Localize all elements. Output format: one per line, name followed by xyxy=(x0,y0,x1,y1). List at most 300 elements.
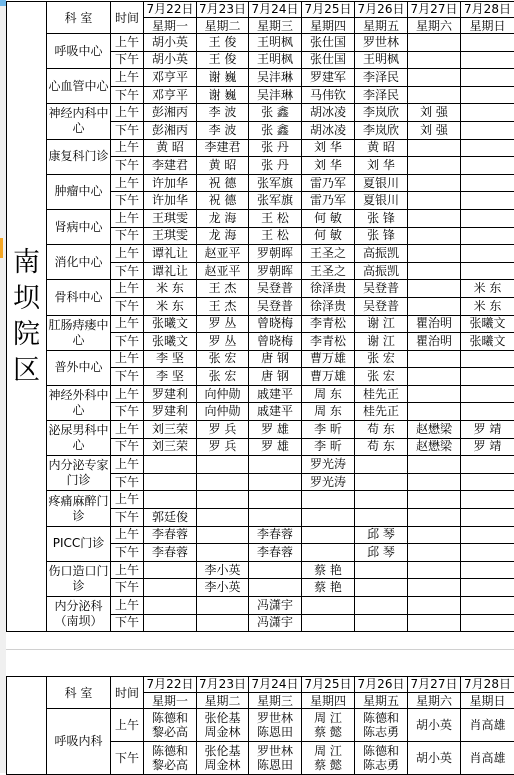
department-name: 神经内科中心 xyxy=(47,104,111,139)
department-name: 骨科中心 xyxy=(47,280,111,315)
doctor-cell: 罗 雄 xyxy=(249,438,302,456)
session-label: 下午 xyxy=(111,227,144,245)
doctor-cell xyxy=(461,526,514,544)
date-header xyxy=(461,2,514,34)
doctor-cell: 祝 德 xyxy=(197,174,249,192)
date-label: 7月27日 xyxy=(408,677,460,693)
doctor-cell: 张仕国 xyxy=(302,51,355,69)
doctor-cell: 蔡 艳 xyxy=(302,561,355,579)
doctor-cell xyxy=(408,579,461,597)
schedule-row xyxy=(7,315,514,333)
doctor-cell xyxy=(461,597,514,615)
doctor-cell: 李 波 xyxy=(197,121,249,139)
department-name: 疼痛麻醉门诊 xyxy=(47,491,111,526)
doctor-cell: 罗建利 xyxy=(144,403,197,421)
session-label: 下午 xyxy=(111,86,144,104)
schedule-table-nanba xyxy=(6,1,514,632)
schedule-row xyxy=(7,174,514,192)
doctor-cell: 李岚欣 xyxy=(355,121,408,139)
doctor-cell: 吴登普 xyxy=(355,297,408,315)
doctor-cell: 向仲勋 xyxy=(197,385,249,403)
doctor-cell xyxy=(461,34,514,52)
session-label: 下午 xyxy=(111,544,144,562)
doctor-cell xyxy=(144,561,197,579)
doctor-name: 陈志勇 xyxy=(355,758,407,772)
doctor-cell xyxy=(461,350,514,368)
doctor-cell: 高振凯 xyxy=(355,262,408,280)
doctor-cell xyxy=(461,174,514,192)
weekday-label: 星期五 xyxy=(355,18,407,33)
doctor-cell: 雷乃军 xyxy=(302,174,355,192)
header-row xyxy=(7,2,514,34)
session-label: 下午 xyxy=(111,192,144,210)
doctor-cell xyxy=(461,385,514,403)
doctor-cell: 谢 巍 xyxy=(197,69,249,87)
doctor-cell: 王琪雯 xyxy=(144,209,197,227)
doctor-cell: 王 俊 xyxy=(197,51,249,69)
doctor-cell: 李岚欣 xyxy=(355,104,408,122)
doctor-cell: 罗建军 xyxy=(302,69,355,87)
doctor-cell xyxy=(408,69,461,87)
session-label: 下午 xyxy=(111,742,144,775)
doctor-cell xyxy=(408,385,461,403)
doctor-cell: 谢 巍 xyxy=(197,86,249,104)
dept-header: 科 室 xyxy=(47,677,111,709)
doctor-cell: 彭湘丙 xyxy=(144,121,197,139)
doctor-cell xyxy=(461,579,514,597)
doctor-cell: 黄 昭 xyxy=(355,139,408,157)
schedule-row xyxy=(7,561,514,579)
session-label: 下午 xyxy=(111,614,144,632)
doctor-cell xyxy=(355,456,408,474)
session-label: 上午 xyxy=(111,104,144,122)
session-label: 上午 xyxy=(111,385,144,403)
date-header xyxy=(249,677,302,709)
doctor-cell: 罗世林 xyxy=(355,34,408,52)
row-marker xyxy=(0,238,3,258)
doctor-name: 罗世林 xyxy=(249,744,301,758)
doctor-cell: 李 昕 xyxy=(302,438,355,456)
session-label: 上午 xyxy=(111,174,144,192)
doctor-cell: 张 锋 xyxy=(355,227,408,245)
doctor-cell: 戚建平 xyxy=(249,403,302,421)
doctor-cell: 祝 德 xyxy=(197,192,249,210)
doctor-cell xyxy=(249,561,302,579)
doctor-cell: 王明枫 xyxy=(249,34,302,52)
doctor-cell: 张 鑫 xyxy=(249,121,302,139)
doctor-cell: 张 丹 xyxy=(249,157,302,175)
date-label: 7月28日 xyxy=(461,677,514,693)
doctor-cell: 王 杰 xyxy=(197,297,249,315)
schedule-row xyxy=(7,526,514,544)
weekday-label: 星期二 xyxy=(197,693,248,708)
doctor-cell: 李春蓉 xyxy=(144,526,197,544)
doctor-cell: 张曦文 xyxy=(461,333,514,351)
doctor-cell xyxy=(302,544,355,562)
doctor-cell: 王 俊 xyxy=(197,34,249,52)
session-label: 下午 xyxy=(111,509,144,527)
doctor-cell xyxy=(408,157,461,175)
doctor-cell: 王 松 xyxy=(249,227,302,245)
doctor-cell xyxy=(461,561,514,579)
doctor-cell: 冯潇宇 xyxy=(249,614,302,632)
dept-header: 科 室 xyxy=(47,2,111,34)
doctor-cell xyxy=(249,473,302,491)
doctor-name: 蔡 懿 xyxy=(302,725,354,739)
doctor-cell: 张军旗 xyxy=(249,174,302,192)
doctor-cell xyxy=(249,742,302,775)
doctor-cell xyxy=(144,473,197,491)
session-label: 上午 xyxy=(111,209,144,227)
doctor-cell: 何 敏 xyxy=(302,227,355,245)
doctor-cell xyxy=(408,174,461,192)
doctor-cell xyxy=(408,709,461,742)
doctor-cell: 周 东 xyxy=(302,403,355,421)
session-label: 上午 xyxy=(111,456,144,474)
session-label: 上午 xyxy=(111,421,144,439)
doctor-name: 张伦基 xyxy=(197,711,248,725)
doctor-cell: 向仲勋 xyxy=(197,403,249,421)
date-header xyxy=(355,677,408,709)
doctor-cell xyxy=(249,491,302,509)
doctor-cell xyxy=(302,597,355,615)
doctor-cell: 吴登普 xyxy=(249,280,302,298)
doctor-cell xyxy=(461,69,514,87)
doctor-cell: 李青松 xyxy=(302,315,355,333)
doctor-cell: 罗光涛 xyxy=(302,456,355,474)
doctor-name: 陈德和 xyxy=(144,744,196,758)
schedule-row xyxy=(7,209,514,227)
doctor-cell xyxy=(197,456,249,474)
date-header xyxy=(408,2,461,34)
doctor-cell: 王圣之 xyxy=(302,245,355,263)
session-label: 上午 xyxy=(111,139,144,157)
doctor-cell: 李春蓉 xyxy=(249,544,302,562)
session-label: 下午 xyxy=(111,403,144,421)
doctor-cell xyxy=(461,192,514,210)
doctor-cell: 张 宏 xyxy=(197,350,249,368)
weekday-label: 星期六 xyxy=(408,18,460,33)
doctor-cell xyxy=(461,509,514,527)
weekday-label: 星期四 xyxy=(302,693,354,708)
department-name: 消化中心 xyxy=(47,245,111,280)
doctor-cell: 谭礼让 xyxy=(144,262,197,280)
doctor-cell: 李 昕 xyxy=(302,421,355,439)
doctor-cell xyxy=(355,561,408,579)
doctor-cell: 罗 兵 xyxy=(197,421,249,439)
doctor-cell xyxy=(408,614,461,632)
date-label: 7月26日 xyxy=(355,2,407,18)
doctor-cell xyxy=(302,614,355,632)
doctor-cell: 夏银川 xyxy=(355,174,408,192)
doctor-cell: 王琪雯 xyxy=(144,227,197,245)
doctor-cell: 曹万雄 xyxy=(302,368,355,386)
doctor-cell xyxy=(461,403,514,421)
doctor-cell xyxy=(408,280,461,298)
department-name: 伤口造口门诊 xyxy=(47,561,111,596)
doctor-cell xyxy=(408,297,461,315)
doctor-cell: 胡小英 xyxy=(144,34,197,52)
schedule-row xyxy=(7,456,514,474)
doctor-cell xyxy=(461,742,514,775)
doctor-cell xyxy=(355,491,408,509)
doctor-cell: 夏银川 xyxy=(355,192,408,210)
doctor-cell xyxy=(197,509,249,527)
doctor-cell xyxy=(408,262,461,280)
doctor-cell: 李泽民 xyxy=(355,86,408,104)
doctor-cell: 胡冰凌 xyxy=(302,121,355,139)
doctor-cell: 李 坚 xyxy=(144,350,197,368)
doctor-cell xyxy=(408,86,461,104)
department-name: 康复科门诊 xyxy=(47,139,111,174)
doctor-cell: 刘 华 xyxy=(302,139,355,157)
doctor-name: 陈德和 xyxy=(355,744,407,758)
doctor-cell: 何 敏 xyxy=(302,209,355,227)
department-name: 内分泌科（南坝） xyxy=(47,597,111,632)
doctor-cell: 邱 琴 xyxy=(355,544,408,562)
area-cell xyxy=(7,677,47,775)
doctor-name: 陈恩田 xyxy=(249,725,301,739)
department-name: 肛肠痔瘘中心 xyxy=(47,315,111,350)
doctor-cell xyxy=(408,544,461,562)
schedule-table-second xyxy=(6,676,514,775)
doctor-name: 周 江 xyxy=(302,711,354,725)
doctor-cell: 罗光涛 xyxy=(302,473,355,491)
doctor-cell: 瞿治明 xyxy=(408,333,461,351)
doctor-cell xyxy=(144,456,197,474)
doctor-cell xyxy=(461,368,514,386)
date-label: 7月23日 xyxy=(197,2,248,18)
doctor-cell xyxy=(355,709,408,742)
doctor-cell: 胡小英 xyxy=(144,51,197,69)
doctor-cell: 罗 靖 xyxy=(461,438,514,456)
doctor-name: 周金林 xyxy=(197,758,248,772)
doctor-cell xyxy=(197,597,249,615)
doctor-cell: 苟 东 xyxy=(355,421,408,439)
weekday-label: 星期四 xyxy=(302,18,354,33)
doctor-cell: 刘 强 xyxy=(408,121,461,139)
doctor-cell xyxy=(461,51,514,69)
doctor-cell xyxy=(408,245,461,263)
doctor-cell xyxy=(461,104,514,122)
doctor-cell xyxy=(355,742,408,775)
doctor-name: 黎必高 xyxy=(144,725,196,739)
doctor-cell xyxy=(144,491,197,509)
session-label: 上午 xyxy=(111,34,144,52)
session-label: 下午 xyxy=(111,473,144,491)
date-header xyxy=(197,677,249,709)
doctor-cell: 邓亨平 xyxy=(144,86,197,104)
doctor-cell: 周 东 xyxy=(302,385,355,403)
doctor-cell: 黄 昭 xyxy=(144,139,197,157)
doctor-cell: 李春蓉 xyxy=(249,526,302,544)
doctor-cell: 刘 强 xyxy=(408,104,461,122)
doctor-cell: 张 丹 xyxy=(249,139,302,157)
session-label: 下午 xyxy=(111,438,144,456)
session-label: 上午 xyxy=(111,526,144,544)
doctor-name: 黎必高 xyxy=(144,758,196,772)
doctor-cell: 罗朝晖 xyxy=(249,262,302,280)
doctor-cell xyxy=(249,456,302,474)
doctor-cell: 邱 琴 xyxy=(355,526,408,544)
doctor-cell: 罗 丛 xyxy=(197,315,249,333)
doctor-cell xyxy=(249,709,302,742)
doctor-cell: 李 坚 xyxy=(144,368,197,386)
doctor-cell xyxy=(197,473,249,491)
date-header xyxy=(355,2,408,34)
doctor-cell: 赵懋梁 xyxy=(408,438,461,456)
doctor-cell: 桂先正 xyxy=(355,403,408,421)
doctor-cell xyxy=(197,614,249,632)
session-label: 下午 xyxy=(111,262,144,280)
doctor-cell: 王明枫 xyxy=(249,51,302,69)
weekday-label: 星期三 xyxy=(249,18,301,33)
doctor-cell xyxy=(302,709,355,742)
doctor-name: 蔡 懿 xyxy=(302,758,354,772)
doctor-cell: 李泽民 xyxy=(355,69,408,87)
doctor-cell: 罗 丛 xyxy=(197,333,249,351)
doctor-cell: 曾晓梅 xyxy=(249,333,302,351)
schedule-row xyxy=(7,280,514,298)
doctor-cell: 张 宏 xyxy=(197,368,249,386)
schedule-row xyxy=(7,421,514,439)
doctor-cell xyxy=(408,192,461,210)
schedule-row xyxy=(7,245,514,263)
doctor-cell xyxy=(408,209,461,227)
doctor-cell: 张曦文 xyxy=(461,315,514,333)
doctor-cell xyxy=(197,709,249,742)
date-header xyxy=(249,2,302,34)
doctor-cell: 米 东 xyxy=(461,297,514,315)
doctor-cell xyxy=(197,526,249,544)
doctor-cell: 雷乃军 xyxy=(302,192,355,210)
date-label: 7月24日 xyxy=(249,2,301,18)
department-name: 神经外科中心 xyxy=(47,385,111,420)
doctor-cell: 郭廷俊 xyxy=(144,509,197,527)
schedule-row xyxy=(7,139,514,157)
doctor-cell: 张 宏 xyxy=(355,350,408,368)
schedule-row xyxy=(7,69,514,87)
doctor-cell xyxy=(408,403,461,421)
doctor-cell xyxy=(461,86,514,104)
date-header xyxy=(408,677,461,709)
schedule-row xyxy=(7,34,514,52)
doctor-cell xyxy=(461,209,514,227)
doctor-cell xyxy=(461,121,514,139)
weekday-label: 星期日 xyxy=(461,693,514,708)
doctor-cell: 王圣之 xyxy=(302,262,355,280)
doctor-cell: 桂先正 xyxy=(355,385,408,403)
schedule-row xyxy=(7,350,514,368)
date-header xyxy=(144,2,197,34)
doctor-cell: 罗 雄 xyxy=(249,421,302,439)
doctor-cell: 李建君 xyxy=(197,139,249,157)
date-header xyxy=(302,2,355,34)
doctor-cell: 米 东 xyxy=(461,280,514,298)
doctor-cell xyxy=(408,742,461,775)
session-label: 上午 xyxy=(111,315,144,333)
doctor-cell: 吴沣琳 xyxy=(249,69,302,87)
doctor-cell: 胡冰凌 xyxy=(302,104,355,122)
date-label: 7月25日 xyxy=(302,677,354,693)
doctor-cell xyxy=(461,262,514,280)
time-header: 时间 xyxy=(111,677,144,709)
department-name: 内分泌专家门诊 xyxy=(47,456,111,491)
doctor-name: 陈德和 xyxy=(355,711,407,725)
weekday-label: 星期六 xyxy=(408,693,460,708)
section-divider xyxy=(6,649,514,650)
department-name: 泌尿男科中心 xyxy=(47,421,111,456)
doctor-cell: 戚建平 xyxy=(249,385,302,403)
session-label: 上午 xyxy=(111,280,144,298)
doctor-name: 周金林 xyxy=(197,725,248,739)
doctor-cell xyxy=(144,597,197,615)
doctor-cell: 赵亚平 xyxy=(197,245,249,263)
doctor-cell xyxy=(461,544,514,562)
department-name: 呼吸中心 xyxy=(47,34,111,69)
doctor-cell: 李春蓉 xyxy=(144,544,197,562)
doctor-cell xyxy=(302,509,355,527)
doctor-cell: 李建君 xyxy=(144,157,197,175)
header-row xyxy=(7,677,514,709)
doctor-cell xyxy=(144,579,197,597)
doctor-cell: 李小英 xyxy=(197,561,249,579)
doctor-cell: 吴沣琳 xyxy=(249,86,302,104)
doctor-cell: 蔡 艳 xyxy=(302,579,355,597)
doctor-cell: 刘 华 xyxy=(302,157,355,175)
doctor-cell: 李 波 xyxy=(197,104,249,122)
doctor-cell xyxy=(408,350,461,368)
doctor-name: 张伦基 xyxy=(197,744,248,758)
doctor-cell: 徐泽贵 xyxy=(302,280,355,298)
doctor-cell: 张 鑫 xyxy=(249,104,302,122)
schedule-row xyxy=(7,491,514,509)
date-header xyxy=(197,2,249,34)
date-header xyxy=(302,677,355,709)
doctor-cell: 王 杰 xyxy=(197,280,249,298)
doctor-cell: 李小英 xyxy=(197,579,249,597)
doctor-cell: 罗 兵 xyxy=(197,438,249,456)
doctor-cell: 张曦文 xyxy=(144,315,197,333)
doctor-cell: 米 东 xyxy=(144,280,197,298)
doctor-cell: 龙 海 xyxy=(197,227,249,245)
doctor-cell xyxy=(461,491,514,509)
doctor-cell xyxy=(408,368,461,386)
doctor-cell xyxy=(355,579,408,597)
doctor-cell: 张 宏 xyxy=(355,368,408,386)
doctor-cell: 王 松 xyxy=(249,209,302,227)
doctor-cell xyxy=(408,51,461,69)
doctor-cell xyxy=(408,526,461,544)
weekday-label: 星期三 xyxy=(249,693,301,708)
doctor-cell: 罗建利 xyxy=(144,385,197,403)
weekday-label: 星期一 xyxy=(144,18,196,33)
schedule-row xyxy=(7,385,514,403)
date-label: 7月24日 xyxy=(249,677,301,693)
doctor-cell xyxy=(355,509,408,527)
doctor-name: 胡小英 xyxy=(408,718,460,732)
date-label: 7月22日 xyxy=(144,677,196,693)
doctor-cell xyxy=(355,473,408,491)
doctor-cell: 黄 昭 xyxy=(197,157,249,175)
weekday-label: 星期日 xyxy=(461,18,514,33)
session-label: 下午 xyxy=(111,579,144,597)
date-label: 7月27日 xyxy=(408,2,460,18)
doctor-cell xyxy=(144,709,197,742)
doctor-cell xyxy=(408,597,461,615)
session-label: 上午 xyxy=(111,491,144,509)
doctor-name: 陈德和 xyxy=(144,711,196,725)
